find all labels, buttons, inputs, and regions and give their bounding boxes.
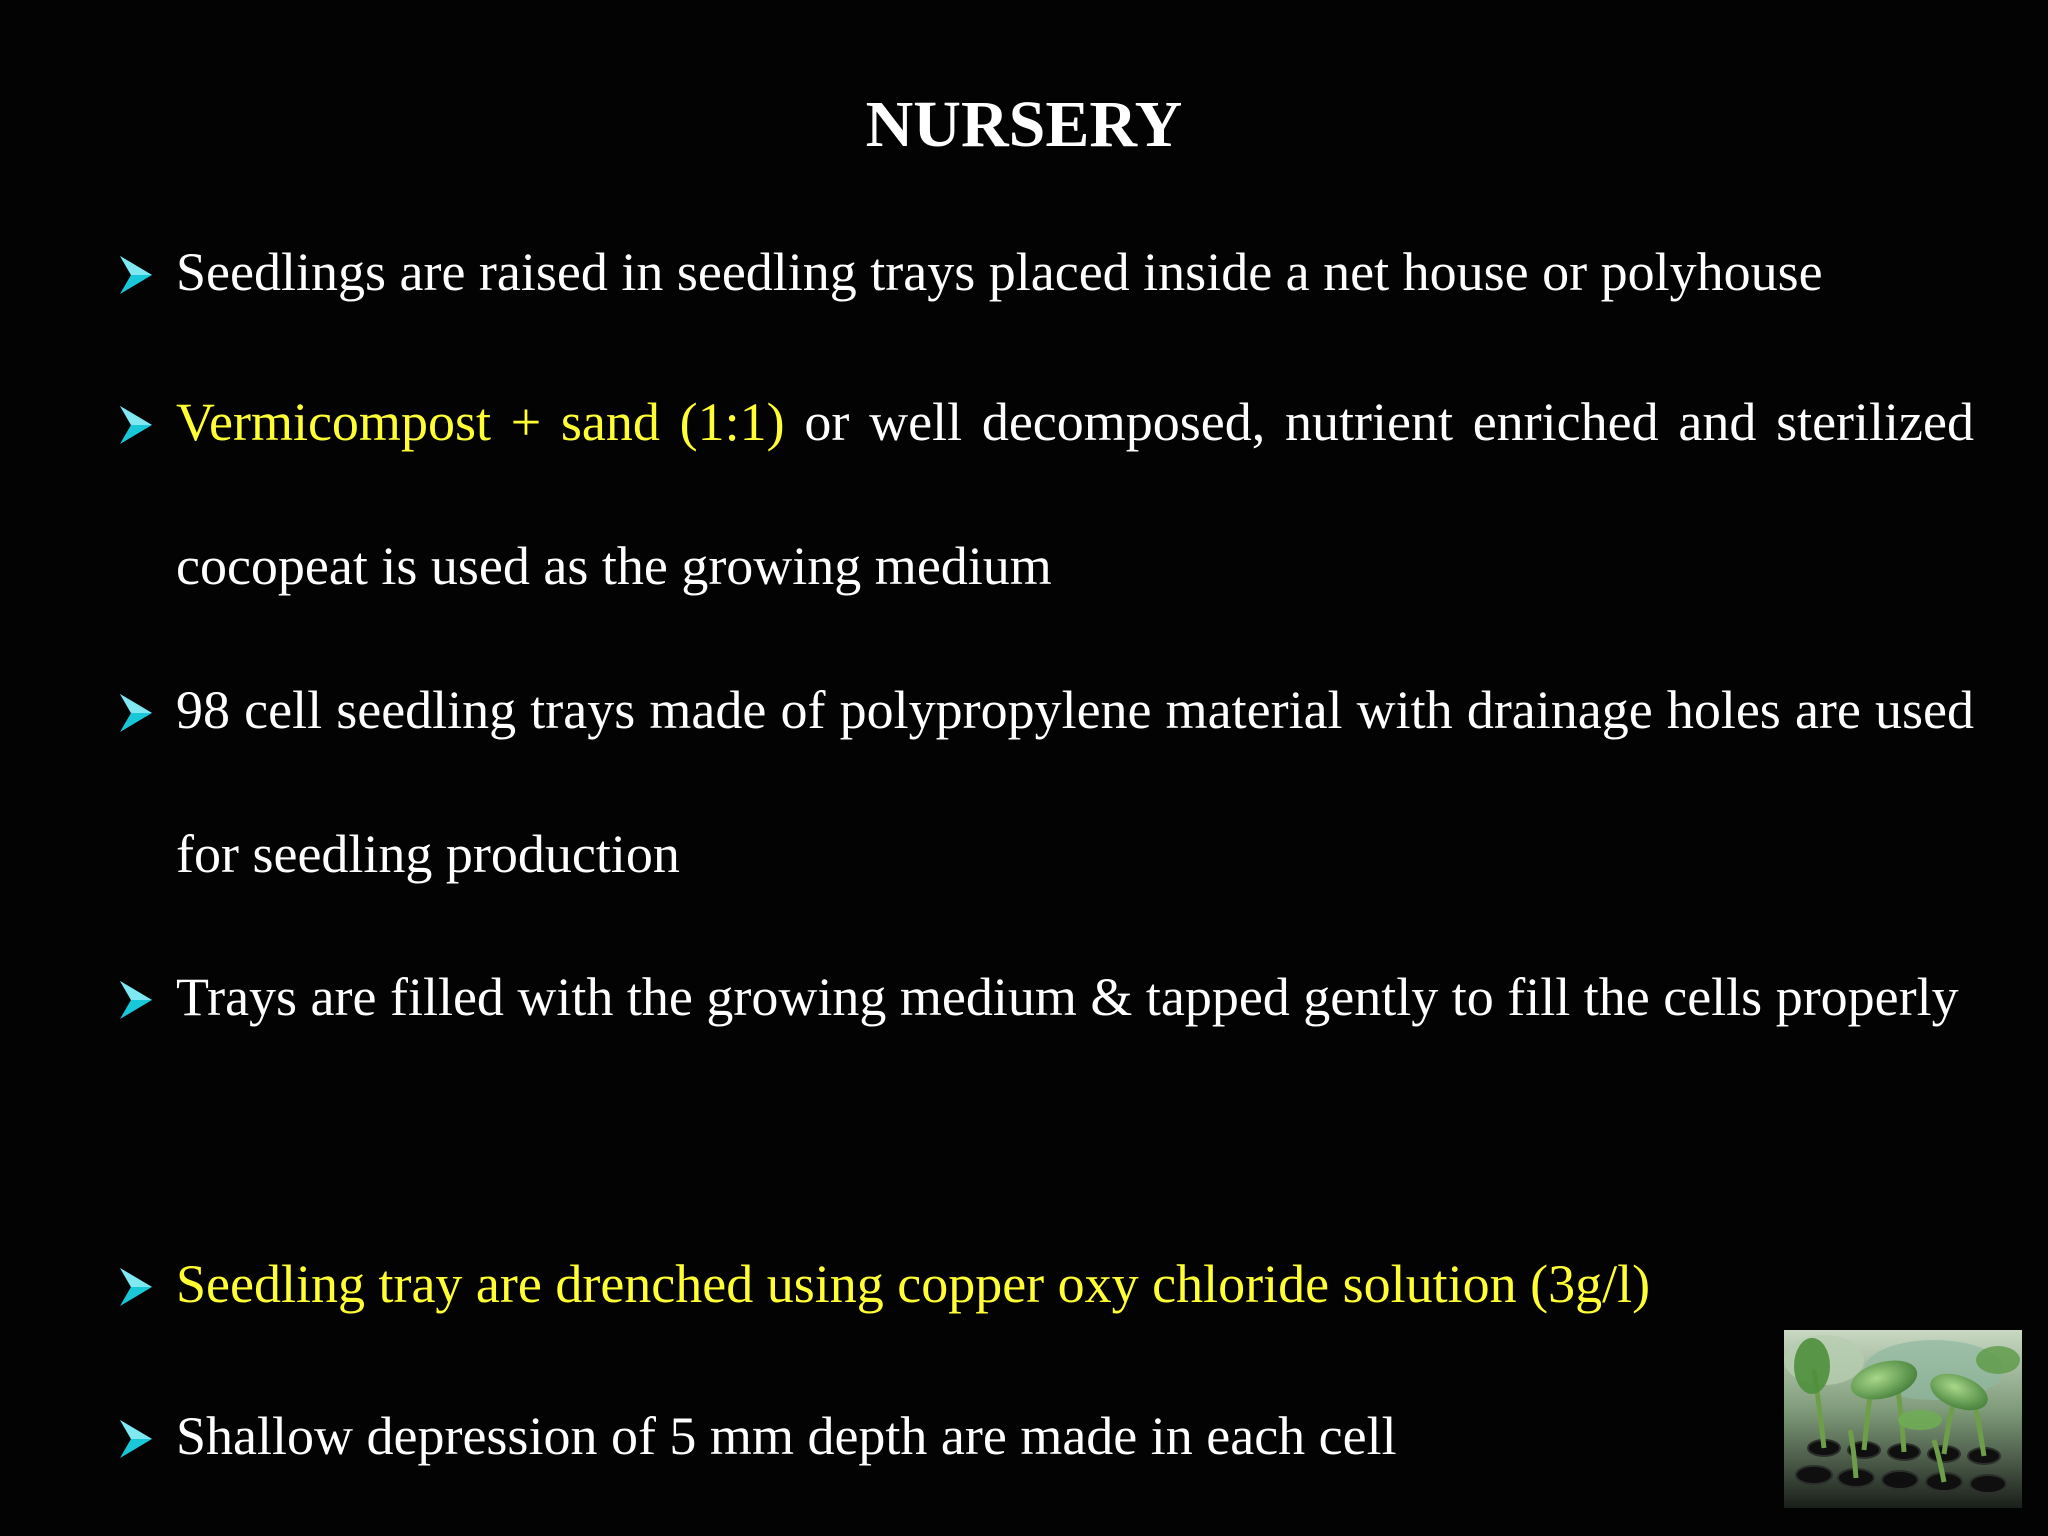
bullet-text (176, 200, 1974, 344)
bullet-text-segment: Trays are filled with the growing medium & tapped gently to fill the cells properly (176, 967, 1959, 1027)
bullet-text-segment: 98 cell seedling trays made of polypropylene material with drainage holes are used for seedling production (176, 680, 1974, 884)
highlighted-text: Vermicompost + sand (1:1) (176, 392, 785, 452)
bullet-text-segment: or well decomposed, nutrient enriched and sterilized cocopeat is used as the growing medium (176, 392, 1974, 596)
bullet-text (176, 1212, 1974, 1356)
bullet-text-segment: Seedlings are raised in seedling trays placed inside a net house or polyhouse (176, 242, 1823, 302)
bullet-text-segment: Shallow depression of 5 mm depth are made in each cell (176, 1406, 1397, 1466)
bullet-text (176, 350, 1974, 638)
highlighted-text: Seedling tray are drenched using copper oxy chloride solution (3g/l) (176, 1254, 1651, 1314)
bullet-text (176, 638, 1974, 926)
arrow-bullet-icon (118, 1266, 154, 1308)
seedling-photo-illustration (1784, 1330, 2022, 1508)
bullet-text (176, 1364, 1974, 1508)
slide-title: NURSERY (865, 88, 1183, 161)
bullet-text (176, 925, 1974, 1069)
arrow-bullet-icon (118, 1418, 154, 1460)
arrow-bullet-icon (118, 692, 154, 734)
arrow-bullet-icon (118, 254, 154, 296)
seedling-tray-photo (1784, 1330, 2022, 1508)
arrow-bullet-icon (118, 404, 154, 446)
arrow-bullet-icon (118, 979, 154, 1021)
